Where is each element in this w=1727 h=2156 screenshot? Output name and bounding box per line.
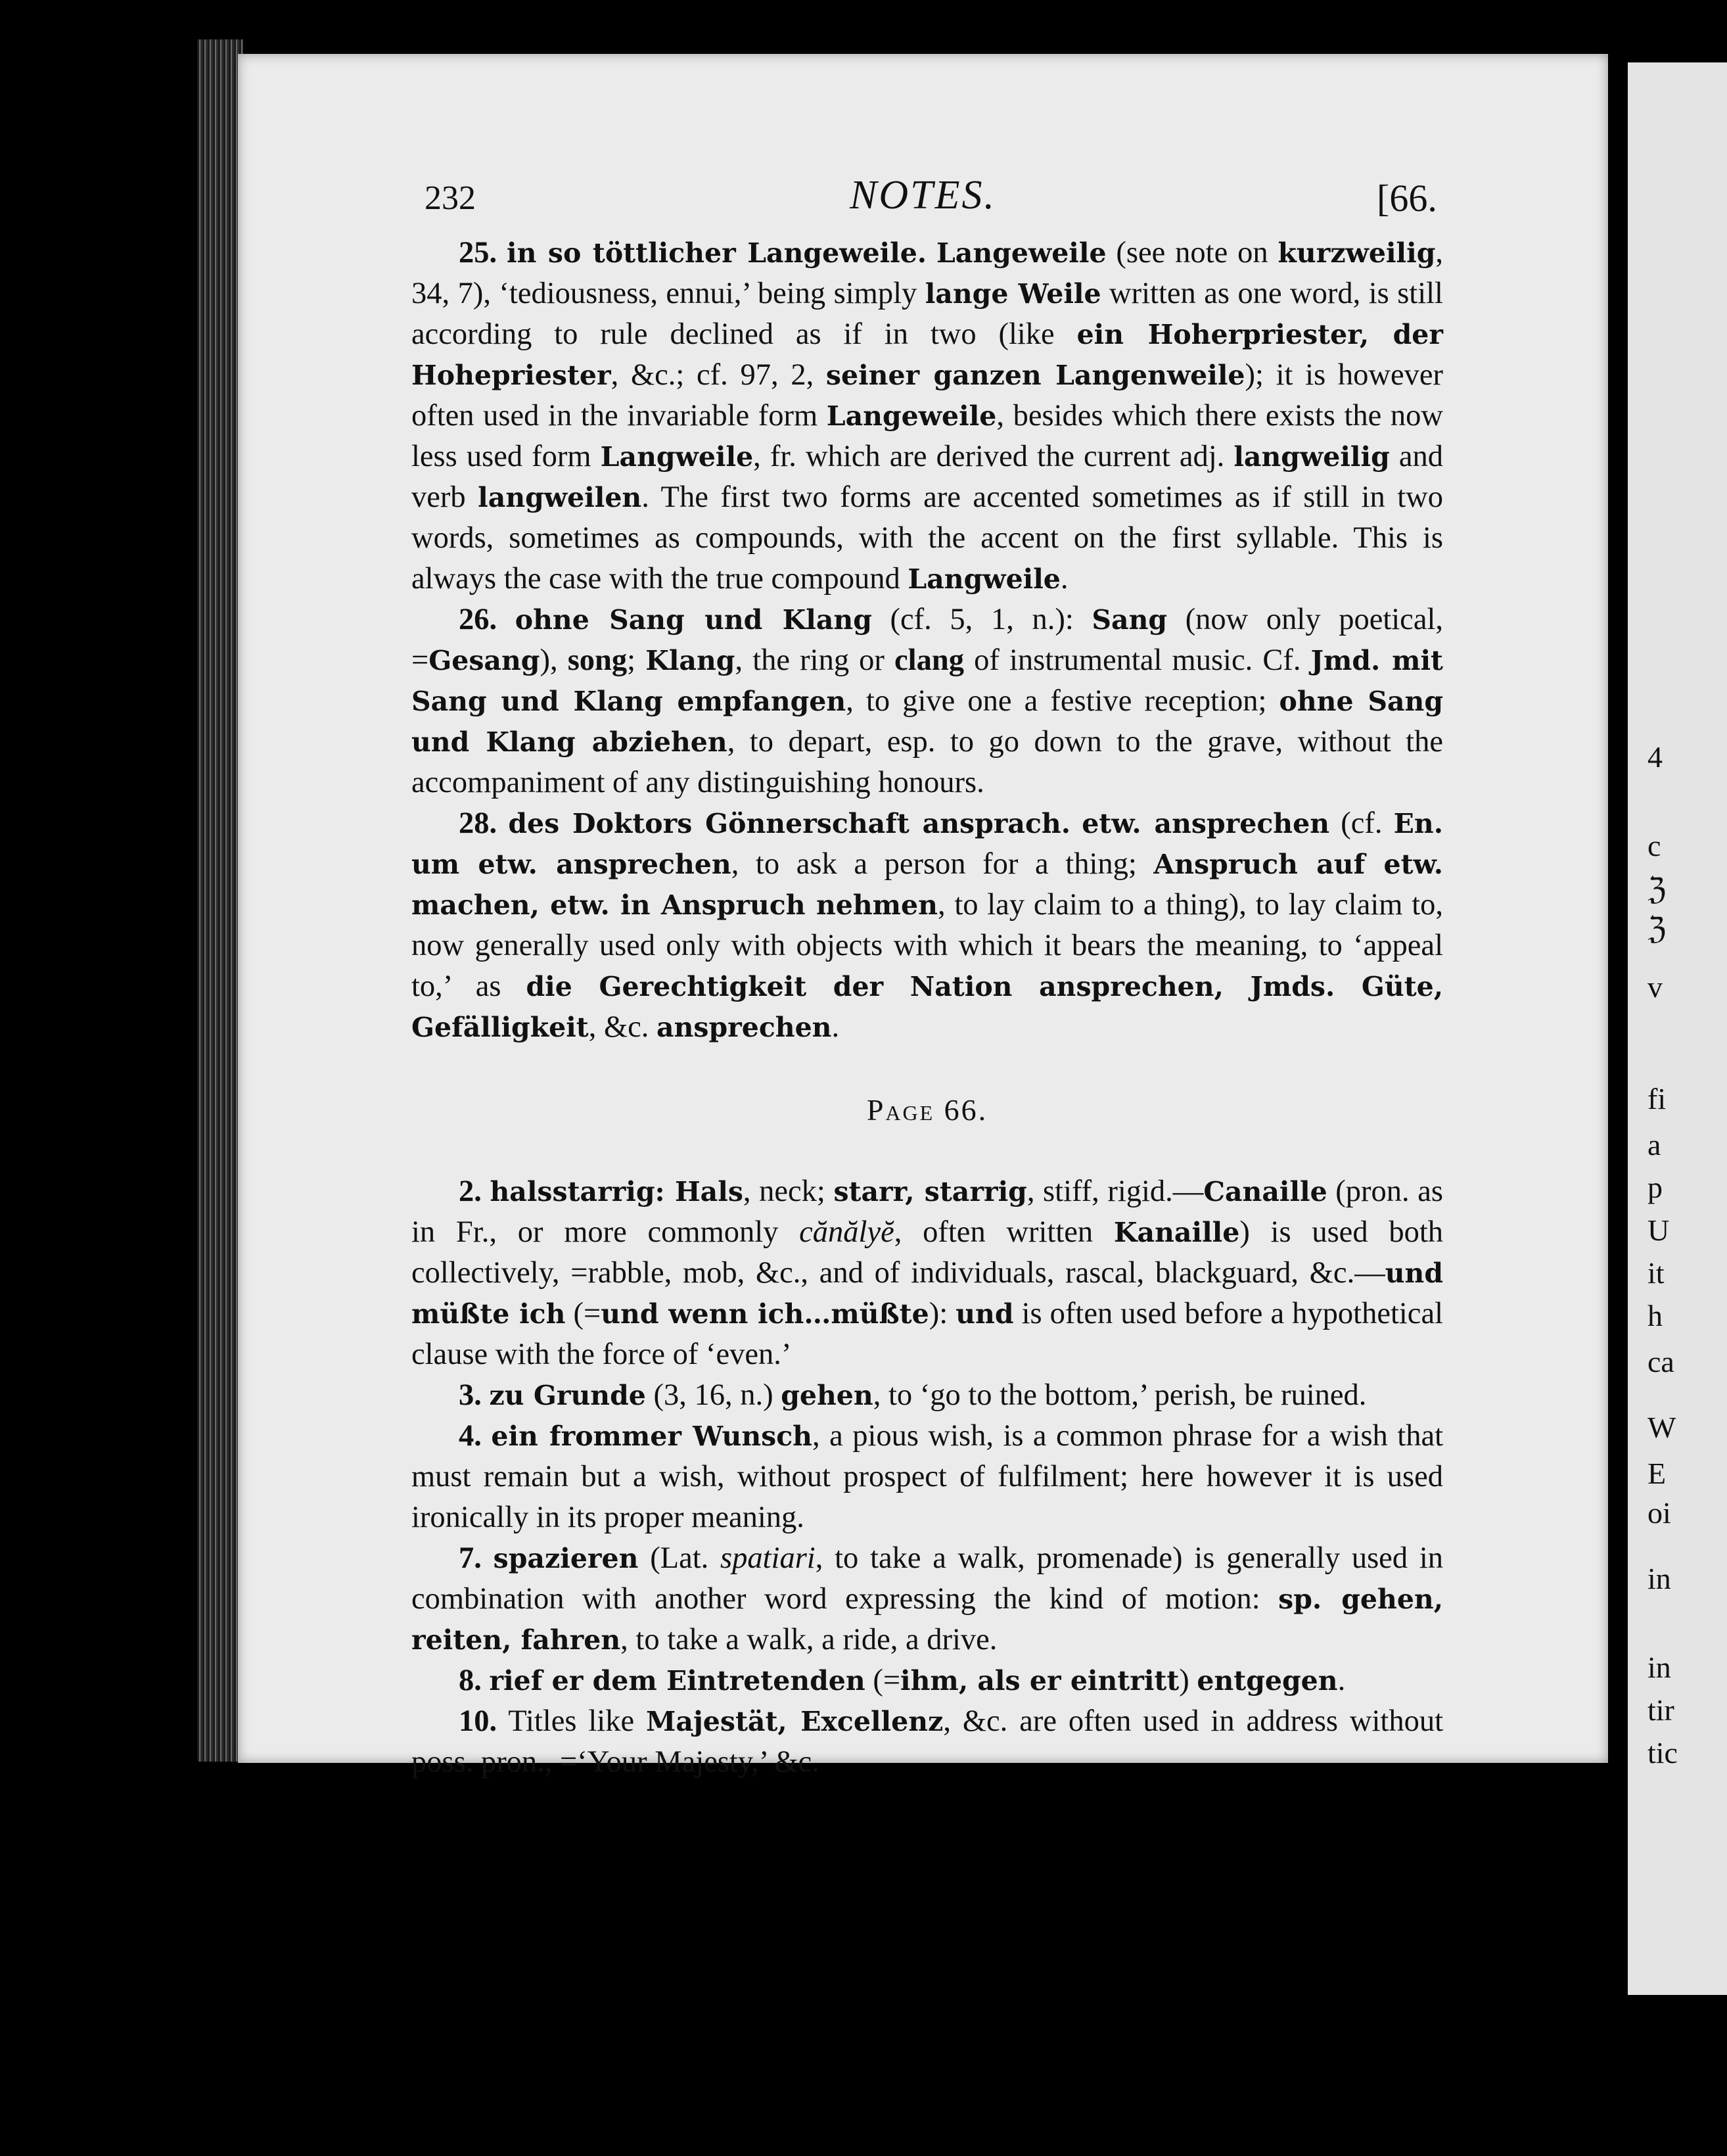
note-text: , the ring or	[735, 644, 895, 677]
note-text: )	[1179, 1664, 1197, 1697]
german-term: ohne Sang und Klang abziehen	[411, 686, 1443, 758]
german-term: langweilig	[1233, 441, 1390, 473]
note-text: .	[1060, 562, 1069, 596]
note-text: , to depart, esp. to go down to the grave, without the accompaniment of any distinguishing honours.	[411, 725, 1443, 799]
note-text: , fr. which are derived the current adj.	[753, 440, 1234, 473]
german-term: Gesang	[428, 645, 540, 676]
german-term: entgegen	[1197, 1665, 1338, 1697]
note-text	[1071, 807, 1082, 840]
book-gutter	[1608, 26, 1628, 2117]
note-text: , &c.	[588, 1010, 657, 1044]
note-text: (cf.	[1329, 807, 1394, 840]
note-text: Titles like	[508, 1704, 647, 1738]
note-text: (see note on	[1106, 236, 1278, 270]
german-term: rief er dem Eintretenden	[489, 1665, 865, 1697]
note-text: , neck;	[743, 1175, 834, 1208]
german-term: halsstarrig: Hals	[490, 1176, 743, 1207]
note-paragraph	[411, 1660, 1443, 1701]
note-paragraph	[411, 599, 1443, 803]
note-text: , to take a walk, a ride, a drive.	[620, 1623, 998, 1656]
german-term: Langeweile	[826, 400, 997, 432]
note-text: , to lay claim to a thing), to lay claim to, now generally used only with objects with which it bears the meaning, to ‘appeal to,’ as	[411, 888, 1444, 1003]
adjacent-page-fragment: in	[1647, 1562, 1671, 1595]
german-term: gehen	[781, 1380, 873, 1411]
note-text: written as one word, is still according to rule declined as if in two (like	[411, 277, 1443, 351]
adjacent-page-fragment: p	[1647, 1171, 1663, 1204]
note-paragraph	[411, 1416, 1443, 1538]
notes-top	[411, 233, 1443, 1048]
german-term: des Doktors Gönnerschaft ansprach.	[508, 808, 1071, 839]
note-text: , &c. are often used in address without poss. pron., =‘Your Majesty,’ &c.	[411, 1704, 1444, 1779]
german-term: ein frommer Wunsch	[491, 1420, 812, 1452]
note-text: of instrumental music. Cf.	[963, 644, 1311, 677]
german-term: ohne Sang und Klang	[515, 604, 872, 636]
adjacent-page-fragment: U	[1647, 1213, 1670, 1247]
page-reference: [66.	[1377, 177, 1437, 220]
note-text: (Lat.	[638, 1541, 721, 1575]
adjacent-page-fragment: c	[1647, 829, 1661, 862]
italic-term: cănălyĕ	[799, 1215, 894, 1249]
note-text: is often used before a hypothetical clause with the force of ‘even.’	[411, 1297, 1444, 1371]
notes-body	[411, 233, 1443, 1783]
note-paragraph	[411, 1701, 1443, 1783]
adjacent-page-fragment: fi	[1647, 1082, 1667, 1115]
german-term: Jmd. mit Sang und Klang empfangen	[411, 645, 1443, 717]
adjacent-page-fragment: 4	[1647, 740, 1663, 774]
note-number: 2.	[459, 1175, 482, 1208]
note-text: , 34, 7), ‘tediousness, ennui,’ being simply	[411, 236, 1443, 310]
note-paragraph	[411, 1375, 1443, 1416]
adjacent-page-fragment: ℨ	[1647, 912, 1667, 945]
german-term: starr, starrig	[833, 1176, 1027, 1207]
note-text: (=	[565, 1297, 601, 1330]
note-paragraph	[411, 233, 1443, 599]
german-term: und	[956, 1298, 1014, 1330]
german-term: Majestät, Excellenz	[646, 1706, 944, 1737]
adjacent-page-fragment: it	[1647, 1256, 1665, 1290]
note-text: ):	[929, 1297, 956, 1330]
note-paragraph	[411, 803, 1443, 1048]
german-term: kurzweilig	[1278, 237, 1436, 269]
note-text: , to ‘go to the bottom,’ perish, be ruined.	[873, 1378, 1367, 1412]
german-term: die Gerechtigkeit der Nation ansprechen, Jmds. Güte, Gefälligkeit	[411, 971, 1443, 1043]
bold-term: song	[567, 644, 628, 677]
note-text: ),	[540, 644, 568, 677]
adjacent-page-fragment: oi	[1647, 1496, 1671, 1530]
note-text: (=	[865, 1664, 901, 1697]
german-term: in so töttlicher Langeweile.	[507, 237, 927, 269]
german-term: Langeweile	[936, 237, 1107, 269]
note-text: (3, 16, n.)	[645, 1378, 781, 1412]
adjacent-page-fragment: tir	[1647, 1693, 1674, 1727]
note-number: 7.	[459, 1541, 482, 1575]
note-text: , a pious wish, is a common phrase for a wish that must remain but a wish, without prospect of fulfilment; here however it is used ironically in its proper meaning.	[411, 1419, 1443, 1534]
note-text: , to give one a festive reception;	[846, 684, 1279, 718]
note-text: , stiff, rigid.—	[1026, 1175, 1204, 1208]
german-term: Kanaille	[1113, 1217, 1240, 1248]
note-text: . The first two forms are accented sometimes as if still in two words, sometimes as compounds, with the accent on the first syllable. This is always the case with the true compound	[411, 480, 1444, 596]
adjacent-page-fragment: ℨ	[1647, 872, 1667, 906]
note-text: , &c.; cf. 97, 2,	[610, 358, 826, 392]
note-number: 4.	[459, 1419, 482, 1453]
page-number: 232	[425, 179, 476, 217]
section-heading: Page 66.	[866, 1093, 988, 1127]
note-text: (pron. as in Fr., or more commonly	[411, 1175, 1443, 1249]
note-text: .	[831, 1010, 840, 1044]
note-text: , besides which there exists the now less used form	[411, 399, 1443, 473]
note-text	[927, 236, 936, 270]
adjacent-page-fragment: in	[1647, 1651, 1671, 1684]
german-term: lange Weile	[925, 278, 1101, 310]
note-text: (now only poetical, =	[411, 603, 1444, 677]
german-term: Klang	[645, 645, 735, 676]
note-number: 26.	[459, 603, 497, 636]
german-term: seiner ganzen Langenweile	[825, 360, 1245, 391]
note-number: 25.	[459, 236, 497, 270]
book-page	[238, 54, 1608, 1779]
german-term: Langweile	[600, 441, 754, 473]
note-text: , to ask a person for a thing;	[731, 847, 1154, 881]
note-text: , to take a walk, promenade) is generally used in combination with another word expressing the kind of motion:	[411, 1541, 1444, 1616]
note-number: 28.	[459, 807, 497, 840]
german-term: etw. ansprechen	[1082, 808, 1330, 839]
german-term: ansprechen	[656, 1012, 832, 1043]
adjacent-page-fragment: tic	[1647, 1736, 1678, 1769]
german-term: En. um etw. ansprechen	[411, 808, 1443, 880]
note-number: 8.	[459, 1664, 482, 1697]
german-term: langweilen	[478, 482, 642, 513]
note-number: 3.	[459, 1378, 482, 1412]
note-paragraph	[411, 1171, 1443, 1375]
notes-bottom	[411, 1171, 1443, 1783]
german-term: Langweile	[908, 563, 1061, 595]
note-text: ) is used both collectively, =rabble, mob, &c., and of individuals, rascal, blackguard, &c.—	[411, 1215, 1443, 1290]
page-edges	[197, 39, 243, 1762]
german-term: sp. gehen, reiten, fahren	[411, 1583, 1443, 1656]
adjacent-page-fragment: h	[1647, 1299, 1663, 1332]
note-text: (cf. 5, 1, n.):	[871, 603, 1092, 636]
german-term: Sang	[1092, 604, 1168, 636]
german-term: spazieren	[493, 1543, 639, 1574]
note-text: and verb	[411, 440, 1444, 514]
bold-term: clang	[894, 644, 964, 677]
adjacent-page-fragment: ca	[1647, 1345, 1674, 1378]
note-paragraph	[411, 1538, 1443, 1660]
german-term: zu Grunde	[489, 1380, 646, 1411]
note-text: ); it is however often used in the invariable form	[411, 358, 1443, 433]
page-header	[238, 172, 1608, 225]
note-text: ;	[627, 644, 646, 677]
adjacent-page-fragment: a	[1647, 1128, 1661, 1161]
german-term: und wenn ich…müßte	[601, 1298, 929, 1330]
german-term: und müßte ich	[411, 1257, 1443, 1330]
german-term: ein Hoherpriester, der Hohepriester	[411, 319, 1443, 391]
adjacent-page-fragment: W	[1647, 1411, 1676, 1444]
adjacent-page-fragment: v	[1647, 970, 1663, 1004]
italic-term: spatiari	[720, 1541, 816, 1575]
german-term: ihm, als er eintritt	[900, 1665, 1180, 1697]
note-text: , often written	[894, 1215, 1114, 1249]
german-term: Anspruch auf etw. machen, etw. in Anspruch nehmen	[411, 849, 1443, 921]
adjacent-page-fragment: E	[1647, 1457, 1667, 1490]
german-term: Canaille	[1203, 1176, 1327, 1207]
note-number: 10.	[459, 1704, 497, 1738]
adjacent-page	[1628, 62, 1727, 1995]
note-text: .	[1337, 1664, 1346, 1697]
running-title: NOTES.	[850, 173, 996, 218]
